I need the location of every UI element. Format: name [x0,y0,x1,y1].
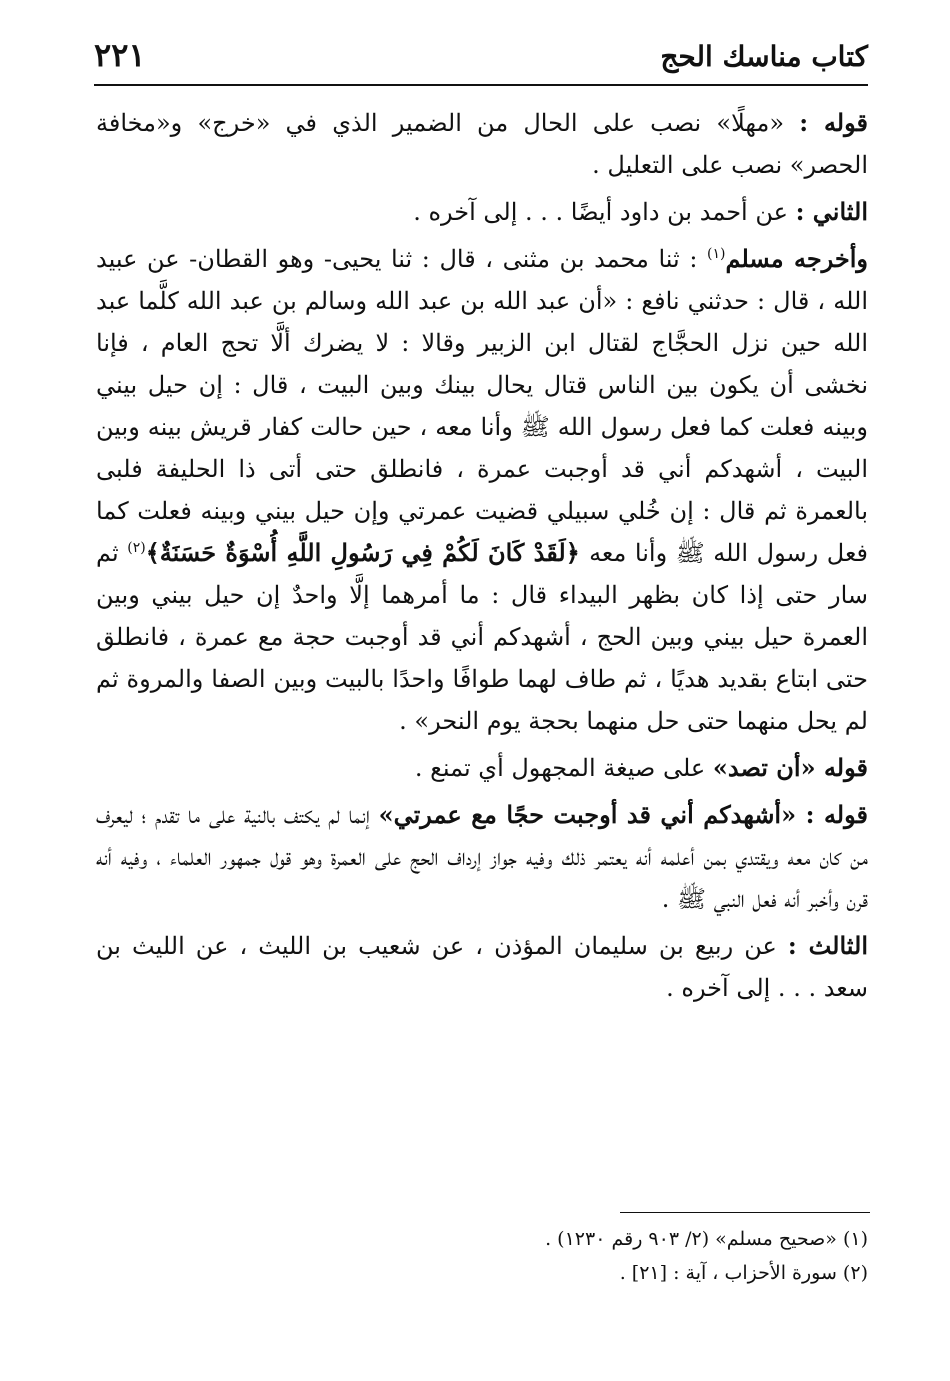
paragraph-text: إنما لم يكتف بالنية على ما تقدم ؛ ليعرف من كان معه ويقتدي بمن أعلمه أنه يعتمر ذلك وفيه جواز إرداف الحج على العمرة وهو قول جمهور العلماء ، وفيه أنه قرن وأخبر أنه فعل النبي ﷺ . [96,801,868,913]
paragraph [96,794,868,920]
header-divider [94,84,868,86]
paragraph-lead: قوله «أن تصد» [712,753,868,782]
paragraph-lead: الثالث : [787,931,868,960]
paragraph-text-continued: ثم سار حتى إذا كان بظهر البيداء قال : ما أمرهما إلَّا واحدٌ إن حيل بيني وبين العمرة حيل بيني وبين الحج ، أشهدكم أني قد أوجبت حجة مع عمرة ، فانطلق حتى ابتاع بقديد هديًا ، ثم طاف لهما طوافًا واحدًا بالبيت وبين الصفا والمروة ثم لم يحل منهما حتى حل منهما بحجة يوم النحر» . [96,539,868,735]
paragraph [96,238,868,742]
footnote: (٢) سورة الأحزاب ، آية : [٢١] . [619,1262,868,1284]
paragraph-lead: وأخرجه مسلم [725,244,869,273]
paragraph-text: عن ربيع بن سليمان المؤذن ، عن شعيب بن الليث ، عن الليث بن سعد . . . إلى آخره . [96,932,868,1002]
paragraph [96,925,868,1009]
main-text [96,102,868,1014]
footnote-divider [620,1212,870,1213]
footnote: (١) «صحيح مسلم» (٢/ ٩٠٣ رقم ١٢٣٠) . [545,1228,868,1250]
paragraph-lead: قوله : «أشهدكم أني قد أوجبت حجًا مع عمرتي» [378,800,868,829]
paragraph-lead: الثاني : [795,197,868,226]
paragraph-text: عن أحمد بن داود أيضًا . . . إلى آخره . [413,198,796,226]
running-title: كتاب مناسك الحج [660,40,868,73]
paragraph [96,102,868,186]
footnote-marker: (١) [707,246,726,262]
footnotes [96,1222,868,1290]
page-header [94,30,868,82]
paragraph-lead: قوله : [799,108,868,137]
page-number: ٢٢١ [94,36,146,74]
paragraph [96,747,868,789]
quran-verse: ﴿لَقَدْ كَانَ لَكُمْ فِي رَسُولِ اللَّهِ أُسْوَةٌ حَسَنَةٌ﴾ [145,538,590,567]
paragraph-text: «مهلًا» نصب على الحال من الضمير الذي في «خرج» و«مخافة الحصر» نصب على التعليل . [96,109,868,179]
footnote-marker: (٢) [127,540,146,556]
paragraph-text: على صيغة المجهول أي تمنع . [414,754,713,782]
paragraph [96,191,868,233]
paragraph-text: : ثنا محمد بن مثنى ، قال : ثنا يحيى- وهو القطان- عن عبيد الله ، قال : حدثني نافع : «أن عبد الله بن عبد الله وسالم بن عبد الله كلَّما عبد الله حين نزل الحجَّاج لقتال ابن الزبير وقالا : لا يضرك ألَّا تحج العام ، فإنا نخشى أن يكون بين الناس قتال يحال بينك وبين البيت ، قال : إن حيل بيني وبينه فعلت كما فعل رسول الله ﷺ وأنا معه ، حين حالت كفار قريش بينه وبين البيت ، أشهدكم أني قد أوجبت عمرة ، فانطلق حتى أتى ذا الحليفة فلبى بالعمرة ثم قال : إن خُلي سبيلي قضيت عمرتي وإن حيل بيني وبينه فعلت كما فعل رسول الله ﷺ وأنا معه [96,245,869,567]
